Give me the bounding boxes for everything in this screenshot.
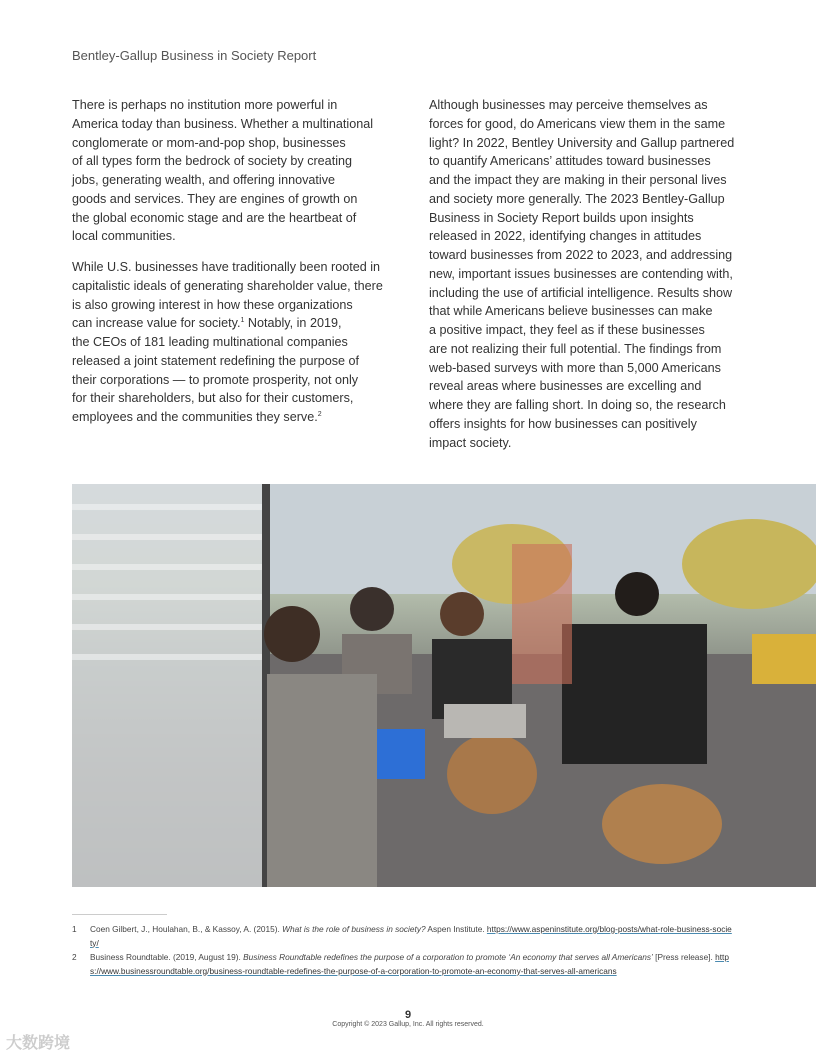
text-line: There is perhaps no institution more powerful in (72, 98, 338, 112)
text-line: impact society. (429, 435, 512, 450)
text-line: Although businesses may perceive themselves as (429, 98, 708, 112)
footnote-ref[interactable]: 1 (240, 317, 245, 325)
watermark: 大数跨境 (6, 1035, 71, 1052)
text-line: and the impact they are making in their personal lives (429, 173, 727, 187)
text-line: forces for good, do Americans view them in the same (429, 116, 726, 131)
text-line: released in 2022, identifying changes in attitudes (429, 229, 702, 244)
text-line: where they are falling short. In doing so, the research (429, 398, 726, 412)
text-line: web-based surveys with more than 5,000 Americans (429, 360, 721, 375)
text-line: can increase value for society.$^1$ Notably, in 2019, (72, 316, 342, 331)
text-line: jobs, generating wealth, and offering innovative (72, 173, 336, 187)
text-line: are not realizing their full potential. The findings from (429, 341, 722, 356)
text-line: While U.S. businesses have traditionally been rooted in (72, 260, 381, 274)
footnote-text: Coen Gilbert, J., Houlahan, B., & Kassoy, A. (2015). What is the role of business in society? Aspen Institute. https://www.aspeninstitute.org/blog-posts/what-role-business-society/ (90, 924, 732, 948)
text-line: offers insights for how businesses can positively (429, 416, 697, 431)
text-line: released a joint statement redefining the purpose of (72, 353, 360, 368)
text-line: local communities. (72, 229, 176, 244)
text-line: Business in Society Report builds upon insights (429, 210, 694, 225)
paragraph (72, 96, 402, 246)
text-line: and society more generally. The 2023 Bentley-Gallup (429, 191, 725, 206)
footnote-ref[interactable]: 2 (317, 410, 322, 418)
paragraph (72, 258, 402, 427)
page-number: 9 (404, 1009, 412, 1021)
footnote-link[interactable]: https://www.businessroundtable.org/business-roundtable-redefines-the-purpose-of-a-corporation-to-promote-an-economy-that-serves-all-americans (90, 952, 729, 976)
paragraph (429, 96, 759, 452)
photo-illustration (72, 484, 816, 887)
right-text-column (429, 96, 759, 464)
footnote (72, 923, 732, 950)
left-text-column (72, 96, 402, 439)
footnote-text: Business Roundtable. (2019, August 19). Business Roundtable redefines the purpose of a corporation to promote ‘An economy that serves all Americans’ [Press release]. https://www.businessroundtable.org/business-roundtable-redefines-the-purpose-of-a-corporation-to-promote-an-economy-that-serves-all-americans (90, 952, 729, 976)
text-line: new, important issues businesses are contending with, (429, 266, 733, 281)
text-line: to quantify Americans’ attitudes toward businesses (429, 154, 711, 169)
text-line: a positive impact, they feel as if these businesses (429, 323, 705, 337)
footnote-divider (72, 914, 167, 915)
text-line: the global economic stage and are the heartbeat of (72, 210, 357, 225)
text-line: conglomerate or mom-and-pop shop, businesses (72, 135, 346, 150)
footnote-number: 2 (72, 952, 77, 962)
footnote (72, 951, 732, 978)
text-line: that while Americans believe businesses can make (429, 304, 713, 319)
text-line: including the use of artificial intelligence. Results show (429, 285, 733, 300)
text-line: the CEOs of 181 leading multinational companies (72, 335, 348, 349)
text-line: of all types form the bedrock of society by creating (72, 154, 352, 169)
footnote-number: 1 (72, 924, 77, 934)
text-line: employees and the communities they serve.$^2$ (72, 410, 322, 424)
text-line: toward businesses from 2022 to 2023, and addressing (429, 248, 733, 262)
text-line: capitalistic ideals of generating shareholder value, there (72, 278, 383, 293)
text-line: goods and services. They are engines of growth on (72, 191, 358, 206)
running-header: Bentley-Gallup Business in Society Report (72, 48, 317, 63)
text-line: America today than business. Whether a multinational (72, 116, 374, 131)
text-line: reveal areas where businesses are excelling and (429, 379, 702, 394)
copyright: Copyright © 2023 Gallup, Inc. All rights reserved. (332, 1021, 484, 1028)
text-line: is also growing interest in how these organizations (72, 297, 353, 312)
office-photo (72, 484, 816, 887)
footnote-link[interactable]: https://www.aspeninstitute.org/blog-posts/what-role-business-society/ (90, 924, 732, 948)
text-line: for their shareholders, but also for their customers, (72, 391, 354, 406)
text-line: light? In 2022, Bentley University and Gallup partnered (429, 135, 735, 150)
text-line: their corporations — to promote prosperity, not only (72, 372, 359, 387)
